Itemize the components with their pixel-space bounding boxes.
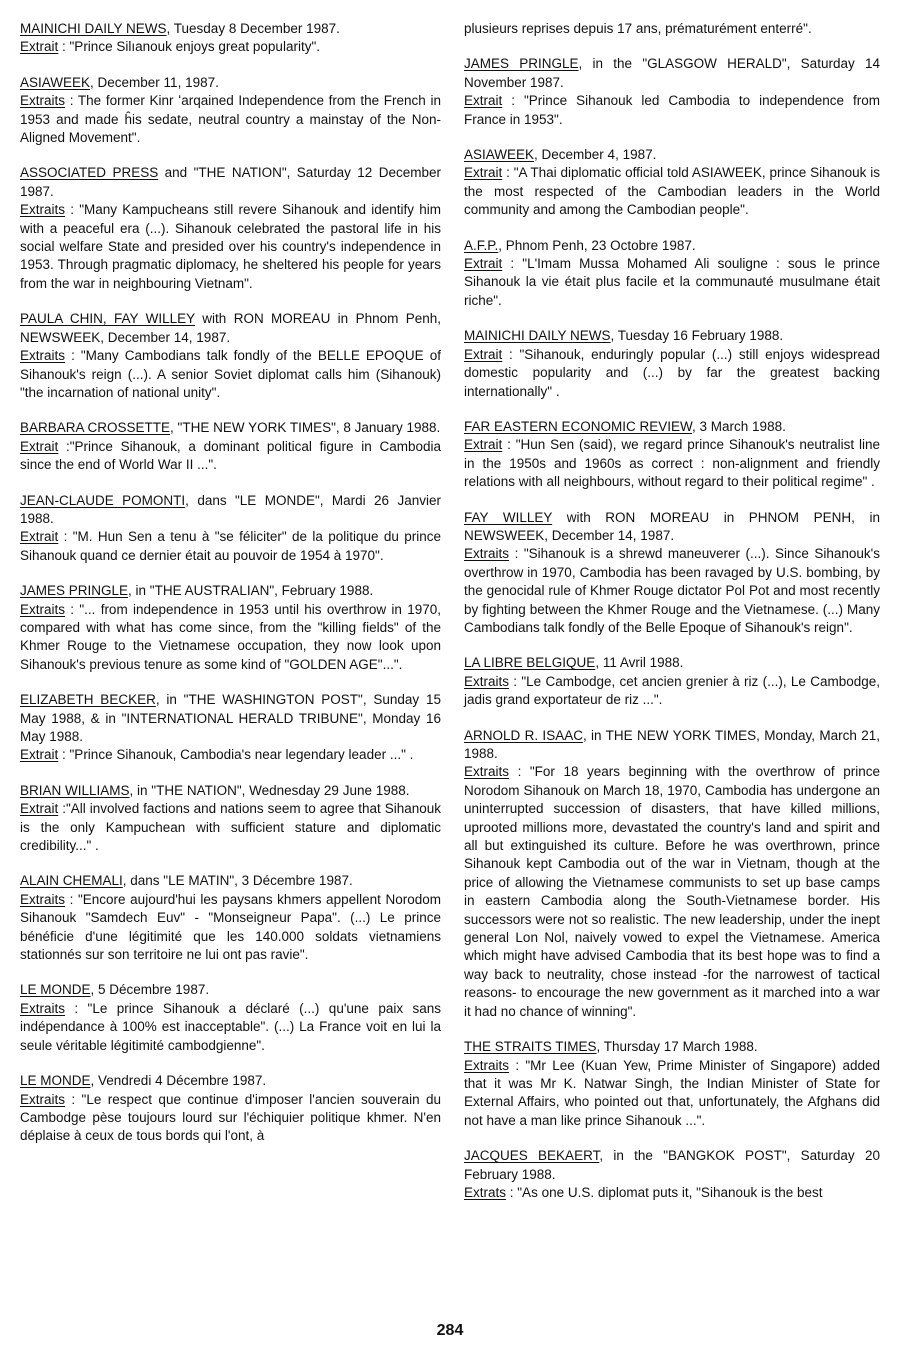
source-meta: , 3 March 1988. — [692, 418, 786, 434]
extract-label: Extraits — [464, 1057, 510, 1073]
source-meta: , in "THE WASHINGTON POST", Sunday 15 May 1988, & in "INTERNATIONAL HERALD TRIBUNE", Monday 16 May 1988. — [20, 692, 441, 744]
extract-text: : "Le Cambodge, cet ancien grenier à riz (...), Le Cambodge, jadis grand exportateur de riz ...". — [464, 673, 880, 708]
press-extract — [20, 492, 441, 566]
extract-label: Extrait — [20, 529, 59, 545]
press-extract — [464, 146, 880, 220]
press-extract — [20, 872, 441, 964]
extract-text: : "Sihanouk is a shrewd maneuverer (...). Since Sihanouk's overthrow in 1970, Cambodia has been ravaged by U.S. bombing, by the genocidal rule of Khmer Rouge dictator Pol Pot and most recently by fighting between the Khmer Rouge and the Vietnamese. (...) Many Cambodians talk fondly of the Belle Epoque of Sihanouk's reign". — [464, 546, 880, 635]
source-name: ARNOLD R. ISAAC — [464, 727, 583, 743]
source-name: A.F.P. — [464, 237, 499, 253]
source-meta: , in "THE AUSTRALIAN", February 1988. — [128, 583, 374, 599]
extract-label: Extrait — [20, 801, 59, 817]
press-extract — [20, 20, 441, 57]
extract-label: Extrait — [464, 165, 503, 181]
extract-label: Extraits — [20, 202, 66, 218]
extract-text: : "Many Kampucheans still revere Sihanouk and identify him with a peaceful era (...). Sihanouk celebrated the pastoral life in his social welfare State and presided over his country's independence in 1953. Through pragmatic diplomacy, he sheltered his people for years from the war in neighbouring Vietnam". — [20, 202, 441, 291]
source-meta: , "THE NEW YORK TIMES", 8 January 1988. — [170, 420, 441, 436]
source-name: JACQUES BEKAERT — [464, 1148, 600, 1164]
press-extract — [20, 419, 441, 474]
source-name: ASIAWEEK — [464, 147, 535, 163]
extract-text: : "Prince Silıanouk enjoys great popularity". — [58, 39, 320, 55]
press-extract — [20, 74, 441, 148]
extract-text: : The former Kinr ʻarqained Independence from the French in 1953 and made ĥis sedate, neutral country a mainstay of the Non-Aligned Movement". — [20, 93, 441, 146]
press-extract — [20, 691, 441, 765]
press-extract — [20, 582, 441, 674]
extract-text: : "Prince Sihanouk, Cambodia's near legendary leader ..." . — [58, 747, 414, 763]
source-name: JEAN-CLAUDE POMONTI — [20, 492, 186, 508]
source-meta: , Tuesday 8 December 1987. — [166, 21, 340, 36]
press-extract — [464, 509, 880, 638]
page-number: 284 — [436, 1322, 464, 1339]
extract-text: : "Le respect que continue d'imposer l'ancien souverain du Cambodge pèse toujours lourd sur l'échiquier politique khmer. N'en déplaise à ceux de tous bords qui l'ont, à — [20, 1091, 441, 1144]
source-name: FAR EASTERN ECONOMIC REVIEW — [464, 418, 693, 434]
extract-label: Extrait — [20, 39, 59, 55]
press-extract — [464, 1038, 880, 1130]
source-meta: and "THE NATION", Saturday 12 December 1987. — [20, 165, 441, 199]
source-meta: , in the "GLASGOW HERALD", Saturday 14 November 1987. — [464, 56, 880, 90]
source-name: THE STRAITS TIMES — [464, 1039, 597, 1055]
extract-label: Extraits — [20, 1091, 66, 1107]
source-name: BARBARA CROSSETTE — [20, 420, 171, 436]
source-name: JAMES PRINGLE — [464, 56, 579, 72]
source-name: BRIAN WILLIAMS — [20, 782, 130, 798]
source-name: LE MONDE — [20, 1073, 91, 1089]
source-meta: with RON MOREAU in PHNOM PENH, in NEWSWEEK, December 14, 1987. — [464, 509, 880, 543]
source-name: ASIAWEEK — [20, 74, 91, 90]
source-name: ALAIN CHEMALI — [20, 873, 123, 889]
extract-label: Extrait — [464, 346, 503, 362]
extract-text: : "Le prince Sihanouk a déclaré (...) qu'une paix sans indépendance à 100% est inacceptable". (...) La France voit en lui la seule véritable légitimité cambodgienne". — [20, 1000, 441, 1053]
extract-label: Extraits — [464, 764, 510, 780]
extract-label: Extrait — [20, 438, 59, 454]
press-extract — [20, 782, 441, 856]
extract-label: Extrait — [464, 256, 503, 272]
press-extract — [464, 1147, 880, 1202]
source-meta: with RON MOREAU in Phnom Penh, NEWSWEEK, December 14, 1987. — [20, 311, 441, 345]
source-meta: , Phnom Penh, 23 Octobre 1987. — [498, 237, 696, 253]
extract-text: : "A Thai diplomatic official told ASIAWEEK, prince Sihanouk is the most respected of the Cambodian leaders in the World community and among the Cambodian people". — [464, 165, 880, 218]
source-meta: , December 4, 1987. — [534, 147, 657, 163]
source-meta: , Vendredi 4 Décembre 1987. — [90, 1073, 267, 1089]
left-column — [20, 20, 441, 1163]
extract-text: : "M. Hun Sen a tenu à "se féliciter" de la politique du prince Sihanouk quand ce dernier était au pouvoir de 1954 à 1970". — [20, 529, 441, 563]
source-meta: , 11 Avril 1988. — [595, 655, 684, 671]
press-extract — [464, 418, 880, 492]
extract-text: : "... from independence in 1953 until his overthrow in 1970, compared with what has come since, from the "killing fields" of the Khmer Rouge to the Vietnamese occupation, they now look upon Sihanouk's previous tenure as some kind of "GOLDEN AGE"...". — [20, 601, 441, 672]
extract-text: : "Many Cambodians talk fondly of the BELLE EPOQUE of Sihanouk's reign (...). A senior Soviet diplomat calls him (Sihanouk) "the incarnation of national unity". — [20, 348, 441, 400]
press-extract — [464, 237, 880, 311]
source-name: MAINICHI DAILY NEWS — [464, 328, 611, 344]
extract-text: : "Prince Sihanouk led Cambodia to independence from France in 1953". — [464, 93, 880, 127]
extract-text: : "Sihanouk, enduringly popular (...) still enjoys widespread domestic popularity and (...) by far the greatest backing internationally" . — [464, 346, 880, 399]
press-extract — [464, 55, 880, 129]
source-name: ASSOCIATED PRESS — [20, 165, 159, 181]
extract-text: : "For 18 years beginning with the overthrow of prince Norodom Sihanouk on March 18, 1970, Cambodia has undergone an uninterrupted succession of disasters, that have killed millions, uprooted millions more, devastated the country's land and spirit and all but extinguished its culture. Before he was overthrown, prince Sihanouk kept Cambodia out of the war in Vietnam, though at the price of allowing the Vietnamese communists to set up base camps in eastern Cambodia along the South-Vietnamese border. His successors were not so realistic. The new leadership, under the inept general Lon Nol, naively vowed to expel the Vietnamese. America which might have advised Cambodia that its best hope was to find a way back to neutrality, chose instead -for the narrowest of tactical reasons- to encourage the new government as it marched into a war it had no chance of winning". — [464, 764, 880, 1019]
extract-text: :"All involved factions and nations seem to agree that Sihanouk is the only Kampuchean with sufficient stature and diplomatic credibility..." . — [20, 801, 441, 854]
source-name: LE MONDE — [20, 982, 91, 998]
source-meta: , Tuesday 16 February 1988. — [610, 328, 784, 344]
source-name: LA LIBRE BELGIQUE — [464, 655, 596, 671]
press-extract — [20, 310, 441, 402]
extract-label: Extrats — [464, 1184, 507, 1200]
source-name: MAINICHI DAILY NEWS — [20, 21, 167, 36]
press-extract — [464, 327, 880, 401]
extract-text: : "L'Imam Mussa Mohamed Ali souligne : sous le prince Sihanouk la vie était plus facile et la communauté musulmane était riche". — [464, 256, 880, 308]
source-meta: , dans "LE MATIN", 3 Décembre 1987. — [122, 873, 353, 889]
extract-label: Extraits — [20, 1000, 66, 1016]
extract-label: Extraits — [20, 348, 66, 364]
extract-label: Extraits — [20, 93, 66, 109]
source-meta: , in THE NEW YORK TIMES, Monday, March 21, 1988. — [464, 727, 880, 761]
extract-label: Extrait — [20, 747, 59, 763]
source-name: PAULA CHIN, FAY WILLEY — [20, 311, 195, 327]
press-extract — [464, 654, 880, 709]
source-meta: , December 11, 1987. — [90, 74, 219, 90]
press-extract — [20, 1072, 441, 1146]
extract-label: Extraits — [20, 601, 66, 617]
extract-text: :"Prince Sihanouk, a dominant political figure in Cambodia since the end of World War II ...". — [20, 438, 441, 473]
press-extract — [20, 981, 441, 1055]
extract-text: : "Mr Lee (Kuan Yew, Prime Minister of Singapore) added that it was Mr K. Natwar Singh, the Indian Minister of State for External Affairs, who pointed out that, unfortunately, the Afghans did not have a man like prince Sihanouk ...". — [464, 1057, 880, 1128]
right-column — [464, 20, 880, 1219]
source-meta: , Thursday 17 March 1988. — [596, 1039, 758, 1055]
press-extract — [464, 727, 880, 1022]
source-meta: , in the "BANGKOK POST", Saturday 20 February 1988. — [464, 1148, 880, 1182]
source-meta: , dans "LE MONDE", Mardi 26 Janvier 1988. — [20, 492, 441, 526]
extract-text: : "Hun Sen (said), we regard prince Sihanouk's neutralist line in the 1950s and 1960s as correct : non-alignment and friendly relations with all neighbours, without regard to their political regime" . — [464, 437, 880, 490]
press-extract — [20, 164, 441, 293]
extract-text: : "Encore aujourd'hui les paysans khmers appellent Norodom Sihanouk "Samdech Euv" - "Monseigneur Papa". (...) Le prince bénéficie d'une légitimité que les 140.000 soldats vietnamiens stationnés sur son territoire ne lui ont pas ravie". — [20, 891, 441, 963]
source-name: ELIZABETH BECKER — [20, 692, 156, 708]
extract-label: Extraits — [464, 673, 510, 689]
extract-label: Extraits — [20, 891, 66, 907]
source-meta: , in "THE NATION", Wednesday 29 June 1988. — [129, 782, 410, 798]
extract-label: Extrait — [464, 437, 503, 453]
extract-label: Extraits — [464, 546, 510, 562]
extract-text: : "As one U.S. diplomat puts it, "Sihanouk is the best — [506, 1184, 823, 1200]
source-name: JAMES PRINGLE — [20, 583, 129, 599]
extract-label: Extrait — [464, 93, 503, 109]
source-meta: , 5 Décembre 1987. — [90, 982, 210, 998]
continued-text: plusieurs reprises depuis 17 ans, prématurément enterré". — [464, 21, 812, 36]
source-name: FAY WILLEY — [464, 509, 553, 525]
